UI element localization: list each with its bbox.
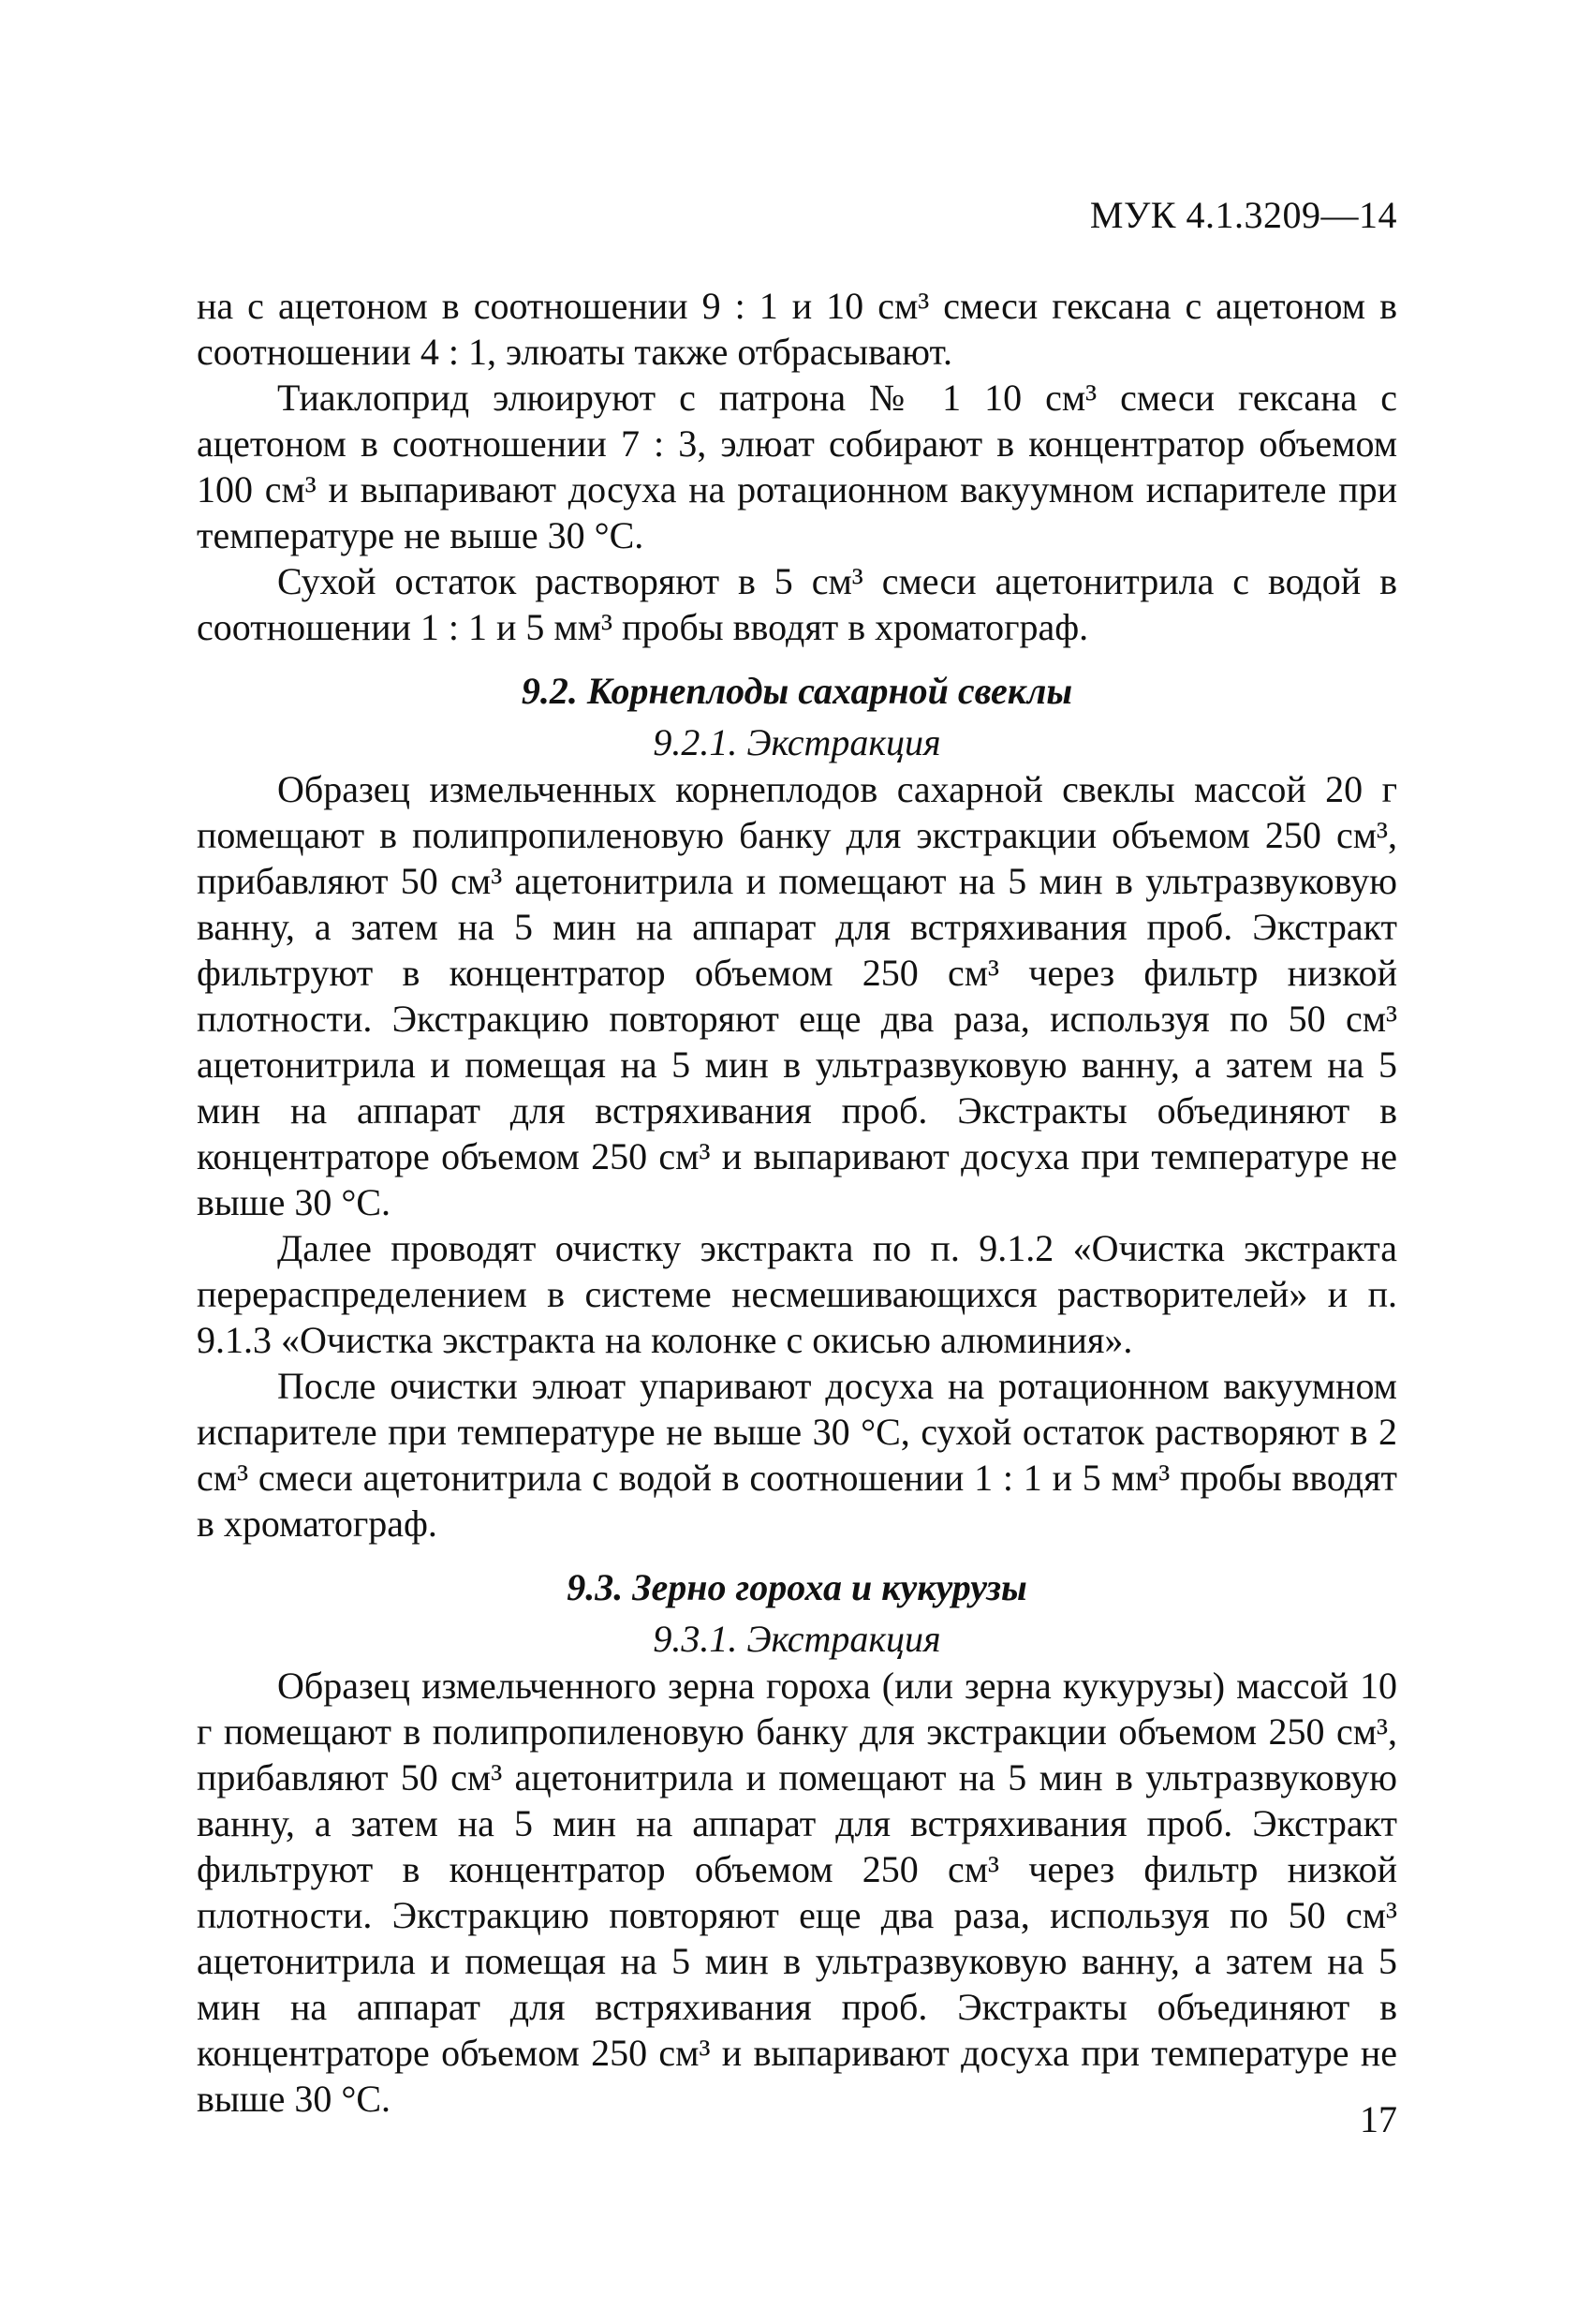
paragraph-continuation: на с ацетоном в соотношении 9 : 1 и 10 см³ смеси гексана с ацетоном в соотношении 4 : 1, элюаты также отбрасывают. [197,285,1397,373]
paragraph-grain-extraction: Образец измельченного зерна гороха (или зерна кукурузы) массой 10 г помещают в полипропиленовую банку для экстракции объемом 250 см³, прибавляют 50 см³ ацетонитрила и помещают на 5 мин в ультразвуковую ванну, а затем на 5 мин на аппарат для встряхивания проб. Экстракт фильтруют в концентратор объемом 250 см³ через фильтр низкой плотности. Экстракцию повторяют еще два раза, используя по 50 см³ ацетонитрила и помещая на 5 мин в ультразвуковую ванну, а затем на 5 мин на аппарат для встряхивания проб. Экстракты объединяют в концентраторе объемом 250 см³ и выпаривают досуха при температуре не выше 30 °С. [197,1665,1397,2120]
page-number: 17 [1360,2098,1397,2140]
paragraph-further-cleanup: Далее проводят очистку экстракта по п. 9.1.2 «Очистка экстракта перераспределением в системе несмешивающихся растворителей» и п. 9.1.3 «Очистка экстракта на колонке с окисью алюминия». [197,1227,1397,1361]
paragraph-dry-residue: Сухой остаток растворяют в 5 см³ смеси ацетонитрила с водой в соотношении 1 : 1 и 5 мм³ пробы вводят в хроматограф. [197,560,1397,648]
paragraph-beet-extraction: Образец измельченных корнеплодов сахарной свеклы массой 20 г помещают в полипропиленовую банку для экстракции объемом 250 см³, прибавляют 50 см³ ацетонитрила и помещают на 5 мин в ультразвуковую ванну, а затем на 5 мин на аппарат для встряхивания проб. Экстракт фильтруют в концентратор объемом 250 см³ через фильтр низкой плотности. Экстракцию повторяют еще два раза, используя по 50 см³ ацетонитрила и помещая на 5 мин в ультразвуковую ванну, а затем на 5 мин на аппарат для встряхивания проб. Экстракты объединяют в концентраторе объемом 250 см³ и выпаривают досуха при температуре не выше 30 °С. [197,768,1397,1223]
document-body [197,283,1397,2122]
section-heading-9-2: 9.2. Корнеплоды сахарной свеклы [521,670,1073,712]
paragraph-after-cleanup: После очистки элюат упаривают досуха на ротационном вакуумном испарителе при температуре не выше 30 °С, сухой остаток растворяют в 2 см³ смеси ацетонитрила с водой в соотношении 1 : 1 и 5 мм³ пробы вводят в хроматограф. [197,1365,1397,1545]
subsection-heading-9-2-1: 9.2.1. Экстракция [653,721,941,763]
document-code: МУК 4.1.3209—14 [1089,194,1397,236]
section-heading-9-3: 9.3. Зерно гороха и кукурузы [567,1566,1027,1608]
paragraph-thiacloprid-elution: Тиаклоприд элюируют с патрона № 1 10 см³ смеси гексана с ацетоном в соотношении 7 : 3, элюат собирают в концентратор объемом 100 см³ и выпаривают досуха на ротационном вакуумном испарителе при температуре не выше 30 °С. [197,377,1397,556]
subsection-heading-9-3-1: 9.3.1. Экстракция [653,1618,941,1660]
